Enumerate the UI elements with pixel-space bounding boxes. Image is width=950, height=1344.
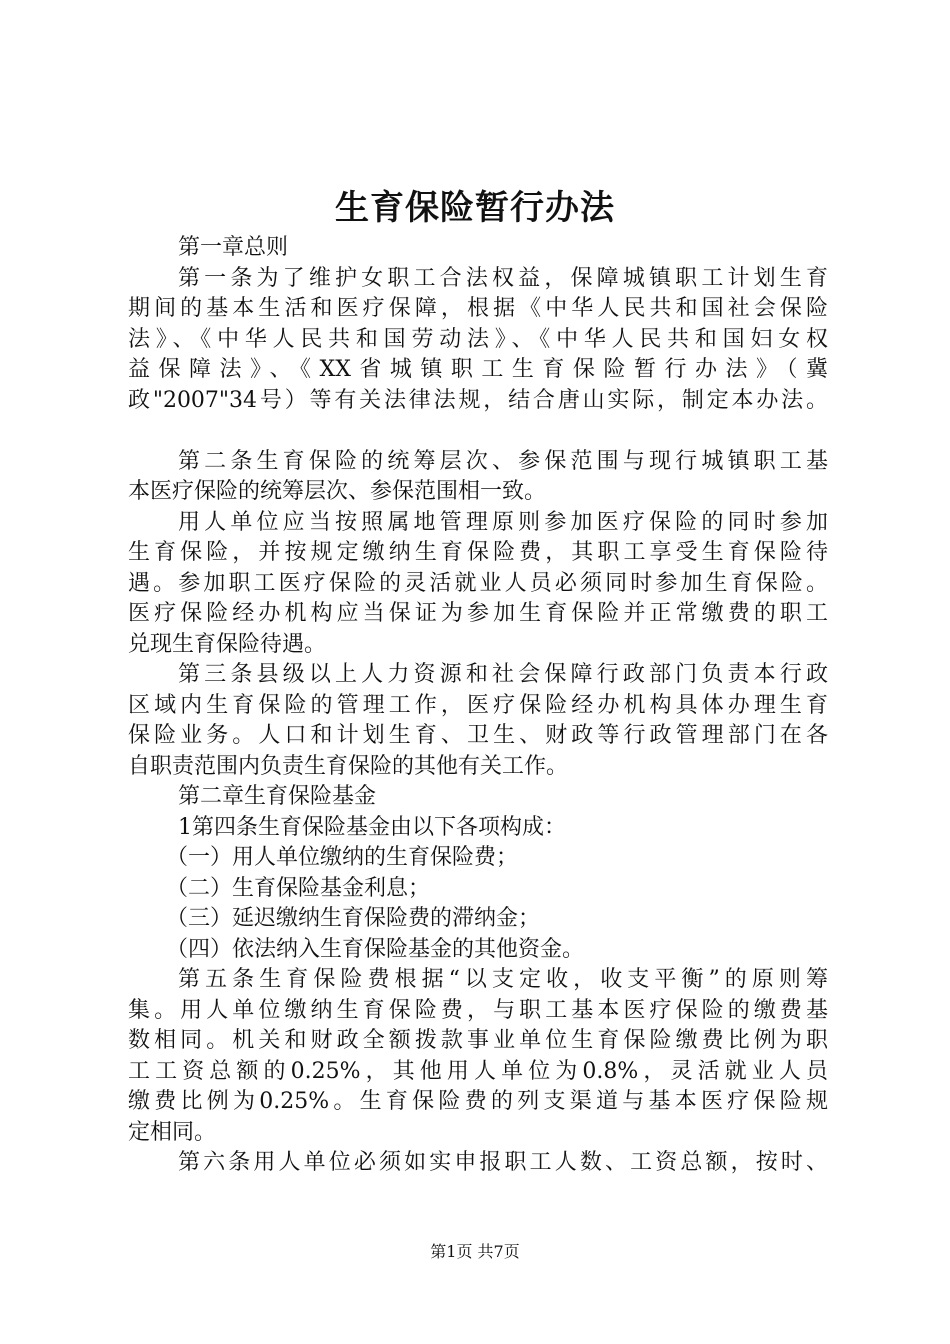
text-line: 定相同。 [128,1119,217,1145]
document-body [128,233,828,1179]
text-line: 第三条县级以上人力资源和社会保障行政部门负责本行政 [178,662,828,687]
text-line: 遇。参加职工医疗保险的灵活就业人员必须同时参加生育保险。 [128,570,828,596]
text-line: 法》、《中华人民共和国劳动法》、《中华人民共和国妇女权 [128,326,828,352]
text-line: 用人单位应当按照属地管理原则参加医疗保险的同时参加 [178,509,828,535]
text-line: 数相同。机关和财政全额拨款事业单位生育保险缴费比例为职 [128,1028,828,1053]
text-line: （二）生育保险基金利息； [166,875,431,901]
text-line: 本医疗保险的统筹层次、参保范围相一致。 [128,479,547,504]
text-line: 第六条用人单位必须如实申报职工人数、工资总额，按时、 [178,1150,828,1175]
text-line: 兑现生育保险待遇。 [128,631,327,657]
text-line: 缴费比例为0.25%。生育保险费的列支渠道与基本医疗保险规 [128,1089,828,1114]
text-line: 自职责范围内负责生育保险的其他有关工作。 [128,753,569,779]
text-line: 工工资总额的0.25%，其他用人单位为0.8%，灵活就业人员 [128,1058,828,1084]
text-line: 医疗保险经办机构应当保证为参加生育保险并正常缴费的职工 [128,601,828,626]
text-line: 区域内生育保险的管理工作，医疗保险经办机构具体办理生育 [128,692,828,718]
document-title: 生育保险暂行办法 [335,188,615,228]
text-line: 集。用人单位缴纳生育保险费，与职工基本医疗保险的缴费基 [128,997,828,1023]
text-line: 1第四条生育保险基金由以下各项构成： [178,814,566,840]
blank-line [128,416,828,447]
text-line: 第二章生育保险基金 [178,784,377,809]
text-line: （四）依法纳入生育保险基金的其他资金。 [166,936,585,962]
text-line: 第五条生育保险费根据“以支定收，收支平衡”的原则筹 [178,967,828,992]
page-footer: 第1页 共7页 [430,1242,520,1261]
text-line: 第一章总则 [178,235,289,260]
text-line: 第二条生育保险的统筹层次、参保范围与现行城镇职工基 [178,448,828,474]
text-line: 期间的基本生活和医疗保障，根据《中华人民共和国社会保险 [128,296,828,321]
text-line: （三）延迟缴纳生育保险费的滞纳金； [166,906,541,931]
text-line: 政"2007"34号）等有关法律法规，结合唐山实际，制定本办法。 [128,387,828,413]
text-line: （一）用人单位缴纳的生育保险费； [166,845,519,870]
text-line: 第一条为了维护女职工合法权益，保障城镇职工计划生育 [178,265,828,291]
text-line: 益保障法》、《XX省城镇职工生育保险暂行办法》（冀 [128,357,828,382]
text-line: 生育保险，并按规定缴纳生育保险费，其职工享受生育保险待 [128,540,828,565]
text-line: 保险业务。人口和计划生育、卫生、财政等行政管理部门在各 [128,723,828,748]
